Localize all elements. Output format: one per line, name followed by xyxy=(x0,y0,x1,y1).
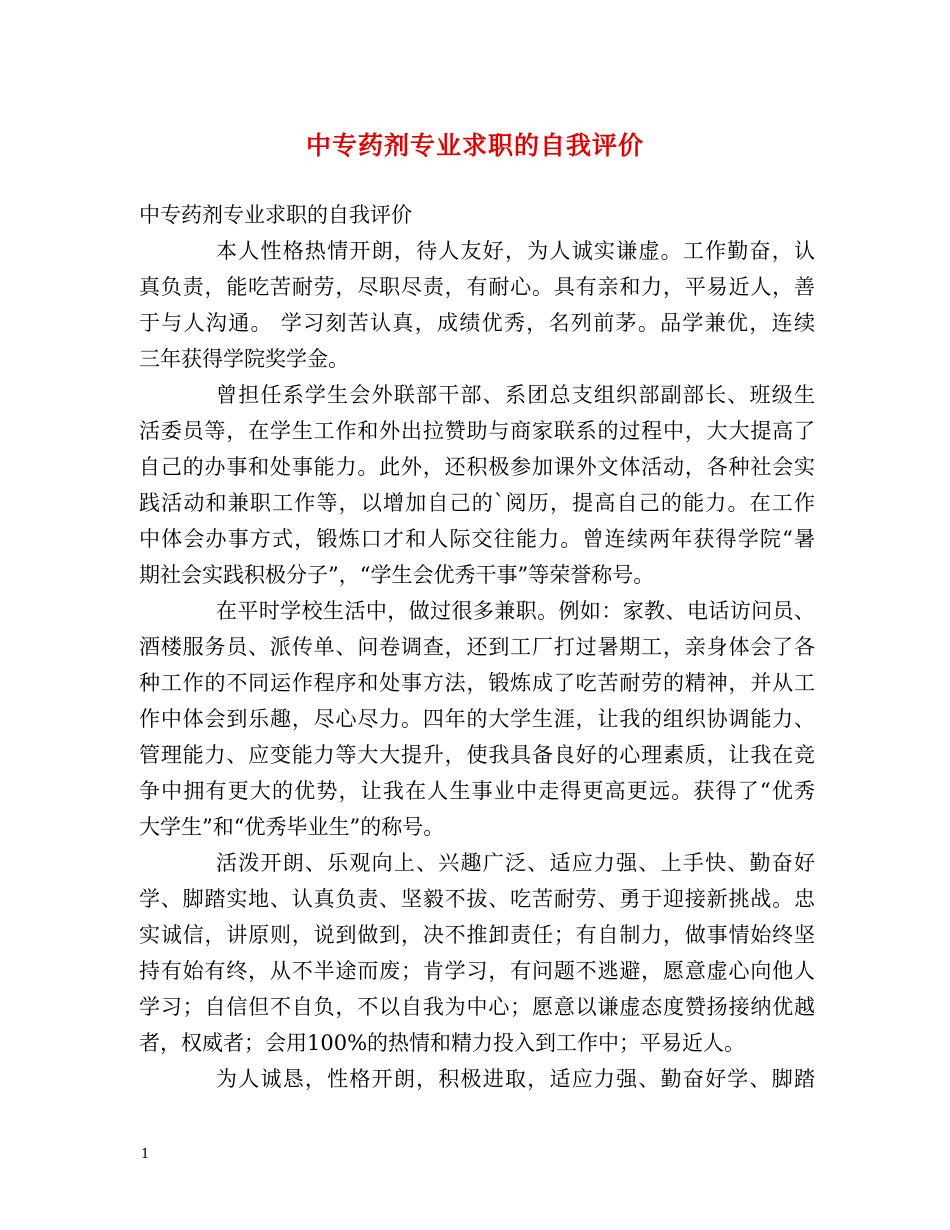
body-line: 曾担任系学生会外联部干部、系团总支组织部副部长、班级生 xyxy=(216,383,815,407)
body-line: 管理能力、应变能力等大大提升，使我具备良好的心理素质，让我在竞 xyxy=(139,743,815,767)
body-line: 大学生”和“优秀毕业生”的称号。 xyxy=(139,815,445,839)
body-line: 活委员等，在学生工作和外出拉赞助与商家联系的过程中，大大提高了 xyxy=(139,419,815,443)
body-line: 争中拥有更大的优势，让我在人生事业中走得更高更远。获得了“优秀 xyxy=(139,779,815,803)
body-line: 期社会实践积极分子”，“学生会优秀干事”等荣誉称号。 xyxy=(139,563,655,587)
body-line: 本人性格热情开朗，待人友好，为人诚实谦虚。工作勤奋，认 xyxy=(216,239,815,263)
body-line: 种工作的不同运作程序和处事方法，锻炼成了吃苦耐劳的精神，并从工 xyxy=(139,671,815,695)
body-line: 实诚信，讲原则，说到做到，决不推卸责任；有自制力，做事情始终坚 xyxy=(139,923,815,947)
body-line: 持有始有终，从不半途而废；肯学习，有问题不逃避，愿意虚心向他人 xyxy=(139,959,815,983)
body-line: 学、脚踏实地、认真负责、坚毅不拔、吃苦耐劳、勇于迎接新挑战。忠 xyxy=(139,887,815,911)
body-line: 酒楼服务员、派传单、问卷调查，还到工厂打过暑期工，亲身体会了各 xyxy=(139,635,815,659)
body-line: 作中体会到乐趣，尽心尽力。四年的大学生涯，让我的组织协调能力、 xyxy=(139,707,815,731)
document-title: 中专药剂专业求职的自我评价 xyxy=(305,131,644,160)
body-line: 中专药剂专业求职的自我评价 xyxy=(139,203,412,227)
page-number: 1 xyxy=(141,1147,150,1162)
body-line: 自己的办事和处事能力。此外，还积极参加课外文体活动，各种社会实 xyxy=(139,455,815,479)
body-line: 活泼开朗、乐观向上、兴趣广泛、适应力强、上手快、勤奋好 xyxy=(216,851,815,875)
body-line: 为人诚恳，性格开朗，积极进取，适应力强、勤奋好学、脚踏 xyxy=(216,1067,815,1091)
document-body xyxy=(139,197,815,1097)
body-line: 中体会办事方式，锻炼口才和人际交往能力。曾连续两年获得学院“暑 xyxy=(139,527,815,551)
body-line: 于与人沟通。 学习刻苦认真，成绩优秀，名列前茅。品学兼优，连续 xyxy=(139,311,815,335)
body-line: 真负责，能吃苦耐劳，尽职尽责，有耐心。具有亲和力，平易近人，善 xyxy=(139,275,815,299)
body-line: 践活动和兼职工作等，以增加自己的`阅历，提高自己的能力。在工作 xyxy=(139,491,815,515)
body-line: 学习；自信但不自负，不以自我为中心；愿意以谦虚态度赞扬接纳优越 xyxy=(139,995,815,1019)
body-line: 三年获得学院奖学金。 xyxy=(139,347,349,371)
body-line: 者，权威者；会用100%的热情和精力投入到工作中；平易近人。 xyxy=(139,1031,746,1055)
body-line: 在平时学校生活中，做过很多兼职。例如：家教、电话访问员、 xyxy=(216,599,815,623)
